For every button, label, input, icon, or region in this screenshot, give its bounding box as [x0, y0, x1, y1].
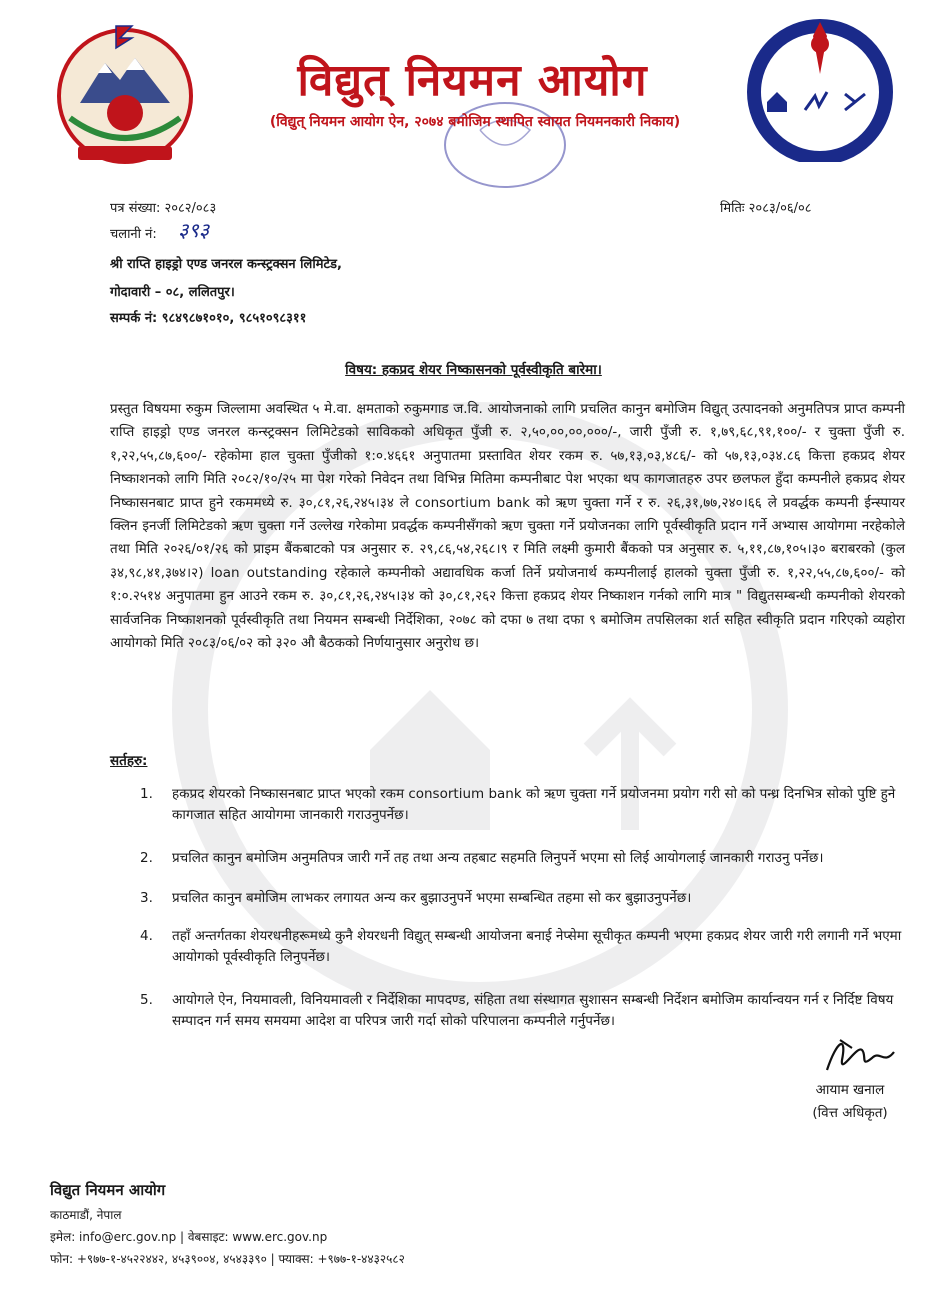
erc-logo	[745, 14, 895, 162]
condition-number: 4.	[140, 928, 153, 944]
condition-text: हकप्रद शेयरको निष्कासनबाट प्राप्त भएको रकम consortium bank को ऋण चुक्ता गर्ने प्रयोजनमा प्रयोग गरी सो को पन्ध्र दिनभित्र सोको पुष्टि हुने कागजात सहित आयोगमा जानकारी गराउनुपर्नेछ।	[172, 786, 896, 823]
organization-title: विद्युत् नियमन आयोग	[297, 55, 648, 106]
nepal-government-emblem	[50, 18, 200, 168]
subject-text: विषय: हकप्रद शेयर निष्कासनको पूर्वस्वीकृति बारेमा।	[345, 362, 602, 378]
condition-text: प्रचलित कानुन बमोजिम लाभकर लगायत अन्य कर बुझाउनुपर्ने भएमा सम्बन्धित तहमा सो कर बुझाउनुपर्नेछ।	[172, 890, 692, 906]
condition-text: प्रचलित कानुन बमोजिम अनुमतिपत्र जारी गर्ने तह तथा अन्य तहबाट सहमति लिनुपर्ने भएमा सो लिई आयोगलाई जानकारी गराउनु पर्नेछ।	[172, 850, 824, 866]
footer-email-web: इमेल: info@erc.gov.np | वेबसाइट: www.erc.gov.np	[50, 1230, 328, 1244]
organization-subtitle: (विद्युत् नियमन आयोग ऐन, २०७४ बमोजिम स्थापित स्वायत नियमनकारी निकाय)	[269, 114, 681, 130]
signatory-title: (वित्त अधिकृत)	[812, 1105, 888, 1121]
footer-address: काठमाडौं, नेपाल	[50, 1208, 122, 1222]
conditions-heading: सर्तहरु:	[110, 753, 148, 769]
letter-number: पत्र संख्या: २०८२/०८३	[110, 201, 217, 216]
footer-phone-fax: फोन: +९७७-१-४५२२४४२, ४५३९००४, ४५४३३९० | फ्याक्स: +९७७-१-४४३२५८२	[50, 1252, 405, 1266]
subject-line	[110, 360, 837, 378]
dispatch-number: ३९३	[178, 218, 210, 242]
condition-text: तहाँ अन्तर्गतका शेयरधनीहरूमध्ये कुनै शेयरधनी विद्युत् सम्बन्धी आयोजना बनाई नेप्सेमा सूचीकृत कम्पनी भएमा हकप्रद शेयर जारी गरी लगानी गर्ने भएमा आयोगको पूर्वस्वीकृति लिनुपर्नेछ।	[172, 928, 902, 965]
letter-body: प्रस्तुत विषयमा रुकुम जिल्लामा अवस्थित ५ मे.वा. क्षमताको रुकुमगाड ज.वि. आयोजनाको लागि प्रचलित कानुन बमोजिम विद्युत् उत्पादनको अनुमतिपत्र प्राप्त कम्पनी राप्ति हाइड्रो एण्ड जनरल कन्स्ट्रक्सन लिमिटेडको साविकको अधिकृत पुँजी रु. २,५०,००,००,०००/-, जारी पुँजी रु. १,७९,६८,९१,१००/- र चुक्ता पुँजी रु. १,२२,५५,८७,६००/- रहेकोमा हाल चुक्ता पुँजीको १:०.४६६१ अनुपातमा प्रस्तावित शेयर रकम रु. ५७,१३,०३,४८६/- को ५७,१३,०३४.८६ कित्ता हकप्रद शेयर निष्काशनको लागि मिति २०८२/१०/२५ मा पेश गरेको निवेदन तथा विभिन्न मितिमा कम्पनीबाट पेश भएका थप कागजातहरु उपर छलफल हुँदा कम्पनीले हकप्रद शेयर निष्कासनबाट प्राप्त हुने रकममध्ये रु. ३०,८१,२६,२४५।३४ ले consortium bank को ऋण चुक्ता गर्ने र रु. २६,३१,७७,२४०।६६ ले प्रवर्द्धक कम्पनी ईन्स्पायर क्लिन इनर्जी लिमिटेडको ऋण चुक्ता गर्ने उल्लेख गरेकोमा प्रवर्द्धक कम्पनीसँगको ऋण चुक्ता गर्ने प्रयोजनका लागि पूर्वस्वीकृति प्रदान गर्ने अभ्यास आयोगमा नरहेकोले तथा मिति २०२६/०१/२६ को प्राइम बैंकबाटको पत्र अनुसार रु. २९,८६,५४,२६८।९ र मिति लक्ष्मी कुमारी बैंकको पत्र अनुसार रु. ५,११,८७,१०५।३० बराबरको (कुल ३४,९८,४१,३७४।२) loan outstanding रहेकाले कम्पनीको अद्यावधिक कर्जा तिर्ने प्रयोजनार्थ कम्पनीलाई हालको चुक्ता पुँजी रु. १,२२,५५,८७,६००/- को १:०.२५१४ अनुपातमा हुन आउने रकम रु. ३०,८१,२६,२४५।३४ को ३०,८१,२६२ कित्ता हकप्रद शेयर निष्काशन गर्नको लागि मात्र " विद्युतसम्बन्धी कम्पनीको शेयरको सार्वजनिक निष्काशनको पूर्वस्वीकृति तथा नियमन सम्बन्धी निर्देशिका, २०७८ को दफा ७ तथा दफा ९ बमोजिम तपसिलका शर्त सहित स्वीकृति प्रदान गरिएको व्यहोरा आयोगको मिति २०८३/०६/०२ को ३२० औ बैठकको निर्णयानुसार अनुरोध छ।	[110, 401, 905, 652]
handwritten-signature	[822, 1030, 902, 1080]
condition-number: 3.	[140, 890, 153, 906]
condition-number: 2.	[140, 850, 153, 866]
condition-text: आयोगले ऐन, नियमावली, विनियमावली र निर्देशिका मापदण्ड, संहिता तथा संस्थागत सुशासन सम्बन्धी निर्देशन बमोजिम कार्यान्वयन गर्न र निर्दिष्ट विषय सम्पादन गर्न समय समयमा आदेश वा परिपत्र जारी गर्दा सोको परिपालना कम्पनीले गर्नुपर्नेछ।	[172, 992, 894, 1029]
footer-organization: विद्युत नियमन आयोग	[50, 1181, 166, 1199]
condition-number: 1.	[140, 786, 153, 802]
recipient-name: श्री राप्ति हाइड्रो एण्ड जनरल कन्स्ट्रक्सन लिमिटेड,	[110, 257, 342, 272]
recipient-contact: सम्पर्क नं: ९८४९८७१०१०, ९८५१०९८३११	[110, 311, 307, 326]
condition-number: 5.	[140, 992, 153, 1008]
letter-date: मितिः २०८३/०६/०८	[720, 201, 812, 216]
dispatch-label: चलानी नं:	[110, 227, 157, 242]
signatory-name: आयाम खनाल	[815, 1082, 885, 1098]
recipient-address: गोदावारी – ०८, ललितपुर।	[110, 285, 235, 300]
